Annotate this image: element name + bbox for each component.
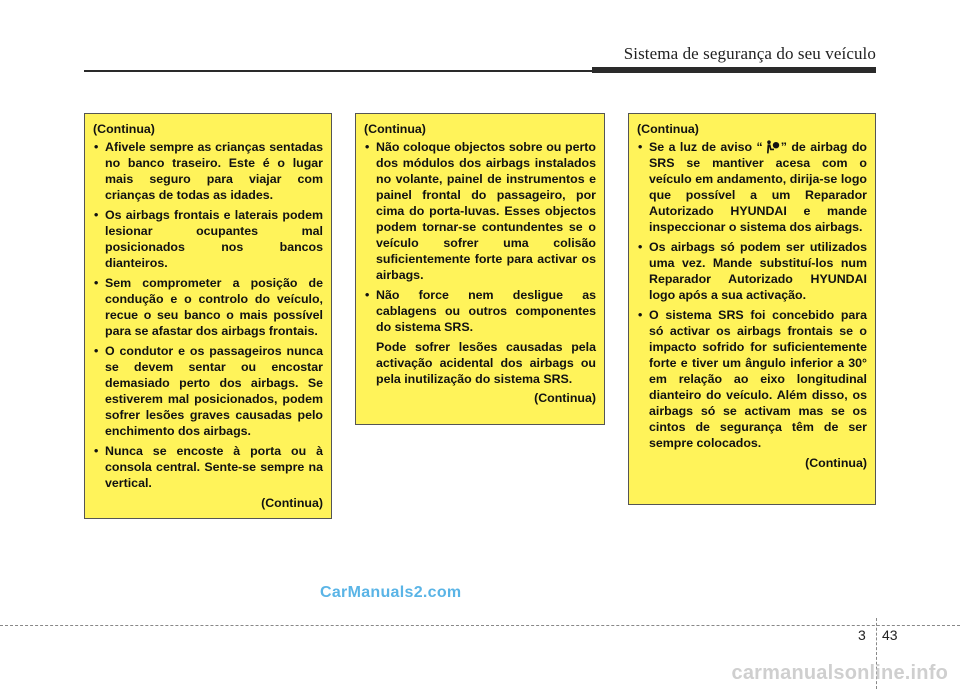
warning-box-1: [84, 113, 332, 519]
extra-paragraph: Pode sofrer lesões causadas pela activação acidental dos airbags ou pela inutilização do sistema SRS.: [376, 340, 596, 386]
section-title: Sistema de segurança do seu veículo: [623, 44, 876, 63]
header-rule-accent: [592, 67, 876, 73]
page-number: 43: [882, 627, 898, 643]
chapter-number: 3: [858, 627, 866, 643]
warning-list: [637, 139, 867, 451]
item-text-after-icon: ” de airbag do SRS se mantiver acesa com o veículo em andamento, dirija-se logo que possível a um Reparador Autorizado HYUNDAI e mande inspeccionar o sistema dos airbags.: [649, 140, 867, 234]
continued-label-top: (Continua): [93, 122, 155, 136]
warning-box-3: [628, 113, 876, 505]
continued-label-bottom: (Continua): [534, 391, 596, 405]
header-rule: [84, 70, 592, 72]
airbag-warning-icon: [764, 140, 780, 154]
list-item: • Não force nem desligue as cablagens ou outros componentes do sistema SRS.: [364, 287, 596, 335]
continued-label-bottom: (Continua): [261, 496, 323, 510]
list-item: • O condutor e os passageiros nunca se devem sentar ou encostar demasiado perto dos airbags. Se estiverem mal posicionados, podem sofrer lesões graves causadas pelo enchimento dos airbags.: [93, 343, 323, 439]
site-watermark: carmanualsonline.info: [731, 662, 948, 684]
footer-divider: [0, 625, 960, 626]
item-text-before-icon: Se a luz de aviso “: [649, 140, 763, 154]
list-item: [637, 139, 867, 235]
watermark-link[interactable]: CarManuals2.com: [320, 584, 462, 601]
list-item: • Os airbags só podem ser utilizados uma vez. Mande substituí-los num Reparador Autorizado HYUNDAI logo após a sua activação.: [637, 239, 867, 303]
continued-label-top: (Continua): [364, 122, 426, 136]
list-item: • Não coloque objectos sobre ou perto dos módulos dos airbags instalados no volante, painel de instrumentos e painel frontal do passageiro, por cima do porta-luvas. Esses objectos podem tornar-se contundentes se o veículo sofrer uma colisão suficientemente forte para activar os airbags.: [364, 139, 596, 283]
list-item: • O sistema SRS foi concebido para só activar os airbags frontais se o impacto sofrido for suficientemente forte e tiver um ângulo inferior a 30° em relação ao eixo longitudinal dianteiro do veículo. Além disso, os airbags só se activam mas se os cintos de segurança têm de ser sempre colocados.: [637, 307, 867, 451]
continued-label-bottom: (Continua): [805, 456, 867, 470]
list-item: • Os airbags frontais e laterais podem lesionar ocupantes mal posicionados nos bancos dianteiros.: [93, 207, 323, 271]
warning-box-2: [355, 113, 605, 425]
warning-list: [364, 139, 596, 335]
list-item: • Nunca se encoste à porta ou à consola central. Sente-se sempre na vertical.: [93, 443, 323, 491]
continued-label-top: (Continua): [637, 122, 699, 136]
list-item: • Sem comprometer a posição de condução e o controlo do veículo, recue o seu banco o mais possível para se afastar dos airbags frontais.: [93, 275, 323, 339]
warning-list: [93, 139, 323, 491]
list-item: • Afivele sempre as crianças sentadas no banco traseiro. Este é o lugar mais seguro para viajar com crianças de todas as idades.: [93, 139, 323, 203]
